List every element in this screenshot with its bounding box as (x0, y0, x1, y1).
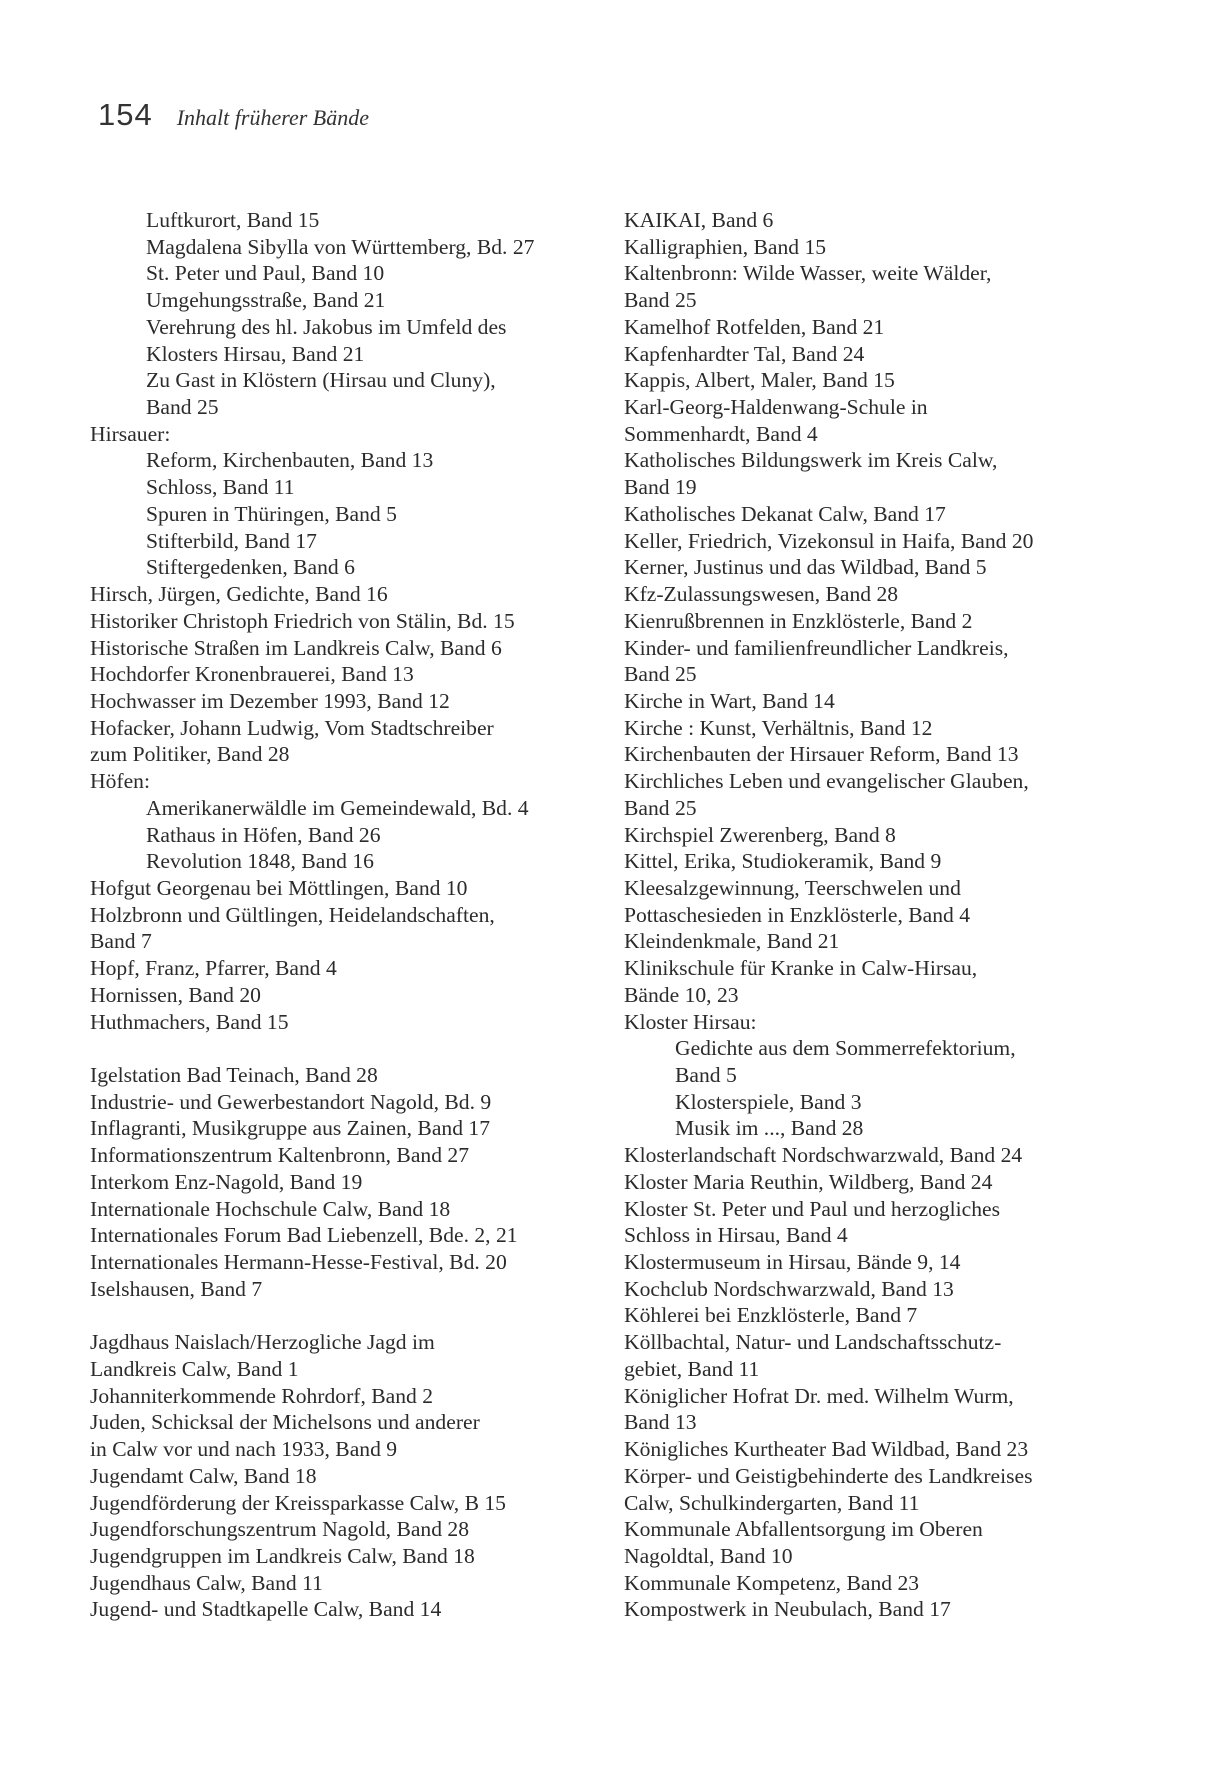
index-entry: Hornissen, Band 20 (90, 982, 261, 1007)
index-entry: Inflagranti, Musikgruppe aus Zainen, Band 17 (90, 1116, 490, 1141)
index-entry: Kappis, Albert, Maler, Band 15 (624, 368, 895, 393)
index-entry: Hirsch, Jürgen, Gedichte, Band 16 (90, 582, 388, 607)
index-entry: Stiftergedenken, Band 6 (146, 555, 355, 580)
index-entry: Schloss in Hirsau, Band 4 (624, 1223, 848, 1248)
index-entry: Band 7 (90, 929, 152, 954)
index-entry: Kloster Hirsau: (624, 1009, 757, 1034)
index-entry: Historische Straßen im Landkreis Calw, Band 6 (90, 635, 502, 660)
index-entry: zum Politiker, Band 28 (90, 742, 290, 767)
index-entry: Kirche in Wart, Band 14 (624, 688, 835, 713)
index-entry: Kaltenbronn: Wilde Wasser, weite Wälder, (624, 261, 992, 286)
index-entry: Luftkurort, Band 15 (146, 208, 320, 232)
index-entry: Kapfenhardter Tal, Band 24 (624, 341, 865, 366)
index-entry: Jugend- und Stadtkapelle Calw, Band 14 (90, 1597, 442, 1622)
index-entry: Johanniterkommende Rohrdorf, Band 2 (90, 1383, 434, 1408)
index-entry: Pottaschesieden in Enzklösterle, Band 4 (624, 902, 971, 927)
index-entry: Jugendförderung der Kreissparkasse Calw, B 15 (90, 1490, 506, 1515)
index-entry: Kochclub Nordschwarzwald, Band 13 (624, 1276, 954, 1301)
index-entry: Köllbachtal, Natur- und Landschaftsschutz- (624, 1330, 1002, 1355)
index-entry: Kommunale Abfallentsorgung im Oberen (624, 1517, 983, 1542)
index-entry: Reform, Kirchenbauten, Band 13 (146, 448, 434, 473)
index-entry: Internationale Hochschule Calw, Band 18 (90, 1196, 451, 1221)
index-entry: Stifterbild, Band 17 (146, 528, 317, 553)
index-entry: Bände 10, 23 (624, 982, 739, 1007)
index-entry: Informationszentrum Kaltenbronn, Band 27 (90, 1143, 469, 1168)
index-entry: Kloster St. Peter und Paul und herzogliches (624, 1196, 1001, 1221)
index-entry: Kirche : Kunst, Verhältnis, Band 12 (624, 715, 933, 740)
index-entry: Band 25 (624, 288, 697, 313)
index-entry: Juden, Schicksal der Michelsons und anderer (90, 1410, 480, 1435)
index-entry: Hofacker, Johann Ludwig, Vom Stadtschreiber (90, 715, 494, 740)
index-entry: Internationales Hermann-Hesse-Festival, Bd. 20 (90, 1250, 507, 1275)
index-entry: Musik im ..., Band 28 (675, 1116, 864, 1141)
index-entry: Rathaus in Höfen, Band 26 (146, 822, 381, 847)
index-entry: Band 13 (624, 1410, 697, 1435)
index-entry: Band 25 (624, 662, 697, 687)
index-entry: Calw, Schulkindergarten, Band 11 (624, 1490, 920, 1515)
index-entry: Industrie- und Gewerbestandort Nagold, Bd. 9 (90, 1089, 492, 1114)
index-entry: Jagdhaus Naislach/Herzogliche Jagd im (90, 1330, 435, 1355)
index-entry: Hirsauer: (90, 421, 171, 446)
index-entry: Kompostwerk in Neubulach, Band 17 (624, 1597, 951, 1622)
index-entry: Klosters Hirsau, Band 21 (146, 341, 365, 366)
page-number: 154 (98, 97, 153, 132)
index-entry: Kerner, Justinus und das Wildbad, Band 5 (624, 555, 987, 580)
index-entry: Internationales Forum Bad Liebenzell, Bde. 2, 21 (90, 1223, 518, 1248)
index-entry: Klinikschule für Kranke in Calw-Hirsau, (624, 956, 978, 981)
index-entry: Klosterlandschaft Nordschwarzwald, Band 24 (624, 1143, 1023, 1168)
index-entry: Spuren in Thüringen, Band 5 (146, 501, 397, 526)
index-entry: Hochdorfer Kronenbrauerei, Band 13 (90, 662, 414, 687)
index-entry: Holzbronn und Gültlingen, Heidelandschaften, (90, 902, 495, 927)
index-entry: Katholisches Bildungswerk im Kreis Calw, (624, 448, 998, 473)
index-entry: Karl-Georg-Haldenwang-Schule in (624, 395, 928, 420)
index-entry: Jugendgruppen im Landkreis Calw, Band 18 (90, 1543, 475, 1568)
running-title: Inhalt früherer Bände (176, 105, 369, 130)
index-entry: Amerikanerwäldle im Gemeindewald, Bd. 4 (146, 795, 529, 820)
index-entry: Band 25 (624, 795, 697, 820)
index-entry: Kinder- und familienfreundlicher Landkreis, (624, 635, 1009, 660)
index-entry: Hochwasser im Dezember 1993, Band 12 (90, 688, 450, 713)
index-entry: Zu Gast in Klöstern (Hirsau und Cluny), (146, 368, 496, 393)
index-entry: Kirchenbauten der Hirsauer Reform, Band 13 (624, 742, 1019, 767)
index-entry: Klosterspiele, Band 3 (675, 1089, 862, 1114)
index-column-right (624, 207, 1124, 1623)
page-header (98, 97, 369, 133)
index-entry: Igelstation Bad Teinach, Band 28 (90, 1063, 378, 1087)
index-entry: KAIKAI, Band 6 (624, 208, 774, 232)
index-entry: Kienrußbrennen in Enzklösterle, Band 2 (624, 608, 973, 633)
index-entry: Höfen: (90, 769, 150, 794)
index-entry: Körper- und Geistigbehinderte des Landkreises (624, 1463, 1033, 1488)
index-entry: Kirchliches Leben und evangelischer Glauben, (624, 769, 1029, 794)
index-entry: Sommenhardt, Band 4 (624, 421, 818, 446)
index-column-left (90, 207, 610, 1623)
index-entry: Keller, Friedrich, Vizekonsul in Haifa, Band 20 (624, 528, 1034, 553)
index-entry: Magdalena Sibylla von Württemberg, Bd. 27 (146, 234, 535, 259)
index-entry: Kommunale Kompetenz, Band 23 (624, 1570, 920, 1595)
index-entry: Umgehungsstraße, Band 21 (146, 288, 386, 313)
index-entry: Kirchspiel Zwerenberg, Band 8 (624, 822, 896, 847)
index-entry: Kleesalzgewinnung, Teerschwelen und (624, 875, 961, 900)
index-entry: Katholisches Dekanat Calw, Band 17 (624, 501, 946, 526)
index-entry: St. Peter und Paul, Band 10 (146, 261, 385, 286)
index-entry: Band 25 (146, 395, 219, 420)
index-entry: Schloss, Band 11 (146, 475, 295, 500)
index-entry: Band 5 (675, 1063, 737, 1087)
index-entry: Revolution 1848, Band 16 (146, 849, 374, 874)
index-entry: Kamelhof Rotfelden, Band 21 (624, 314, 885, 339)
index-entry: Kfz-Zulassungswesen, Band 28 (624, 582, 899, 607)
index-entry: Hofgut Georgenau bei Möttlingen, Band 10 (90, 875, 468, 900)
index-entry: Gedichte aus dem Sommerrefektorium, (675, 1036, 1016, 1061)
index-entry: Königliches Kurtheater Bad Wildbad, Band 23 (624, 1437, 1029, 1462)
index-entry: Kleindenkmale, Band 21 (624, 929, 840, 954)
index-entry: Verehrung des hl. Jakobus im Umfeld des (146, 314, 507, 339)
index-entry: Kloster Maria Reuthin, Wildberg, Band 24 (624, 1169, 993, 1194)
index-entry: in Calw vor und nach 1933, Band 9 (90, 1437, 398, 1462)
index-entry: Köhlerei bei Enzklösterle, Band 7 (624, 1303, 918, 1328)
index-entry: Huthmachers, Band 15 (90, 1009, 289, 1034)
index-entry: Klostermuseum in Hirsau, Bände 9, 14 (624, 1250, 961, 1275)
index-entry: Nagoldtal, Band 10 (624, 1543, 793, 1568)
index-entry: Jugendamt Calw, Band 18 (90, 1463, 317, 1488)
index-entry: Interkom Enz-Nagold, Band 19 (90, 1169, 363, 1194)
index-entry: Jugendforschungszentrum Nagold, Band 28 (90, 1517, 470, 1542)
index-entry: Königlicher Hofrat Dr. med. Wilhelm Wurm, (624, 1383, 1014, 1408)
index-entry: Iselshausen, Band 7 (90, 1276, 263, 1301)
index-entry: gebiet, Band 11 (624, 1356, 760, 1381)
index-entry: Landkreis Calw, Band 1 (90, 1356, 299, 1381)
index-entry: Hopf, Franz, Pfarrer, Band 4 (90, 956, 337, 981)
index-entry: Jugendhaus Calw, Band 11 (90, 1570, 323, 1595)
index-entry: Band 19 (624, 475, 697, 500)
index-entry: Kalligraphien, Band 15 (624, 234, 827, 259)
index-entry: Historiker Christoph Friedrich von Stälin, Bd. 15 (90, 608, 515, 633)
index-entry: Kittel, Erika, Studiokeramik, Band 9 (624, 849, 942, 874)
